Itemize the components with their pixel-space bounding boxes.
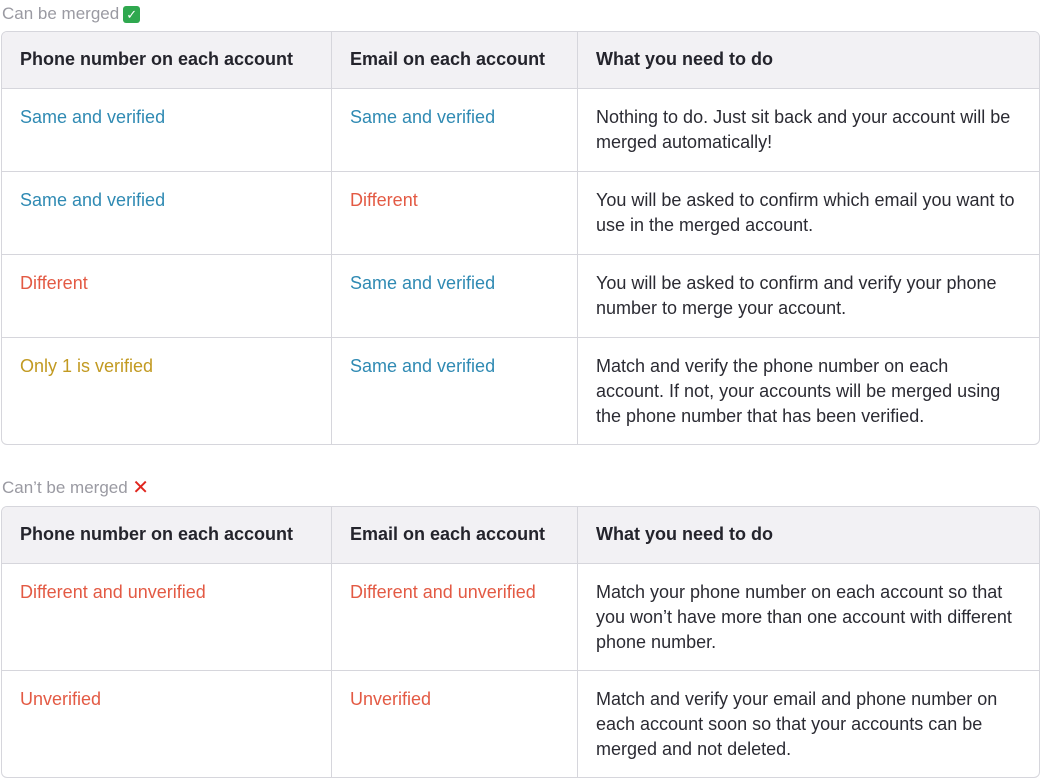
- action-text: Nothing to do. Just sit back and your account will be merged automatically!: [596, 107, 1011, 152]
- not-mergeable-table: [1, 506, 1040, 778]
- table-row: [2, 337, 1039, 444]
- section-title-can-merge: [2, 4, 140, 24]
- column-header-action: What you need to do: [596, 524, 773, 544]
- phone-status: Unverified: [2, 671, 332, 777]
- mergeable-table: [1, 31, 1040, 445]
- phone-status: Same and verified: [2, 89, 332, 171]
- table-header-row: [2, 507, 1039, 563]
- action-text: Match and verify your email and phone number on each account soon so that your accounts can be merged and not deleted.: [596, 689, 998, 759]
- column-header-phone: Phone number on each account: [2, 507, 332, 563]
- column-header-action: What you need to do: [596, 49, 773, 69]
- column-header-phone: Phone number on each account: [2, 32, 332, 88]
- action-text: Match and verify the phone number on each account. If not, your accounts will be merged using the phone number that has been verified.: [596, 356, 1001, 426]
- email-status: Same and verified: [332, 255, 578, 337]
- table-row: [2, 254, 1039, 337]
- column-header-email: Email on each account: [332, 507, 578, 563]
- action-text: You will be asked to confirm and verify your phone number to merge your account.: [596, 273, 997, 318]
- email-status: Same and verified: [332, 338, 578, 444]
- email-status: Same and verified: [332, 89, 578, 171]
- table-row: [2, 563, 1039, 670]
- phone-status: Only 1 is verified: [2, 338, 332, 444]
- table-row: [2, 171, 1039, 254]
- email-status: Unverified: [332, 671, 578, 777]
- table-header-row: [2, 32, 1039, 88]
- section-title-cannot-merge: [2, 478, 150, 498]
- phone-status: Same and verified: [2, 172, 332, 254]
- email-status: Different and unverified: [332, 564, 578, 670]
- table-row: [2, 670, 1039, 777]
- action-text: You will be asked to confirm which email you want to use in the merged account.: [596, 190, 1015, 235]
- email-status: Different: [332, 172, 578, 254]
- section-title-text: Can’t be merged: [2, 478, 128, 497]
- phone-status: Different: [2, 255, 332, 337]
- table-row: [2, 88, 1039, 171]
- phone-status: Different and unverified: [2, 564, 332, 670]
- cross-icon: ✕: [132, 477, 150, 499]
- action-text: Match your phone number on each account so that you won’t have more than one account with different phone number.: [596, 582, 1012, 652]
- section-title-text: Can be merged: [2, 4, 120, 23]
- column-header-email: Email on each account: [332, 32, 578, 88]
- check-box-icon: ✓: [123, 6, 140, 23]
